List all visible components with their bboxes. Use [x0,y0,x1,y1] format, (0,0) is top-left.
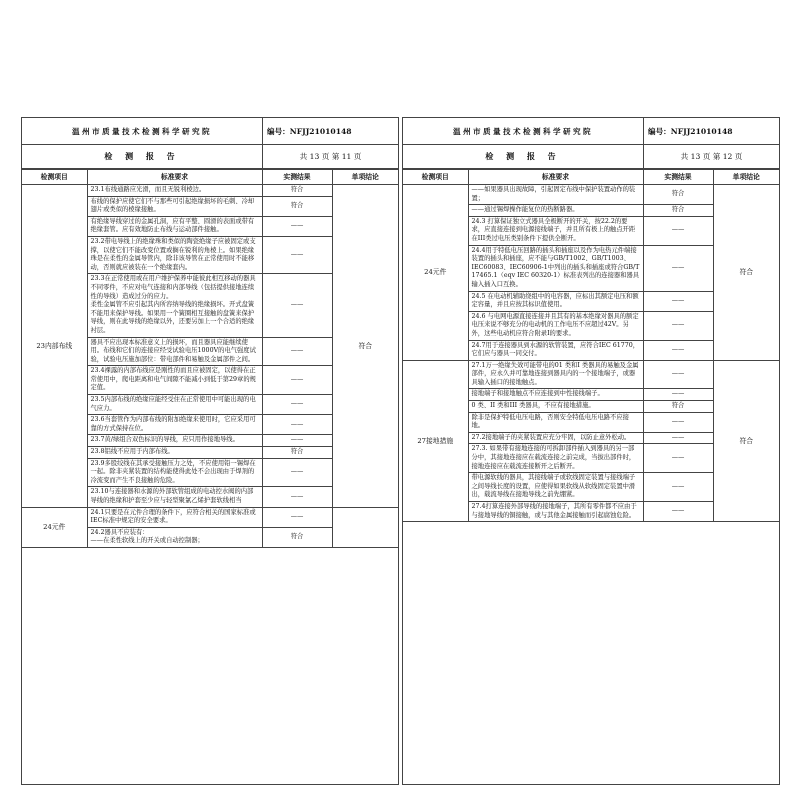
result-cell: —— [262,415,332,435]
requirement-cell: 布线的保护应使它们不与那些可引起绝缘损坏的毛刺、冷却翅片或类似的棱缘接触。 [87,196,262,216]
result-cell: —— [262,366,332,395]
requirement-cell: 23.4裸露的内部布线应是刚性的而且应被固定，以使得在正常使用中，爬电距离和电气间隙不能减小到低于第29章的规定值。 [87,366,262,395]
conclusion-cell: 符合 [713,360,779,522]
result-cell: —— [262,507,332,527]
requirement-cell: 23.7黄/绿组合双色标识的导线，应只用作接地导线。 [87,435,262,447]
result-cell: 符合 [262,196,332,216]
doc-title: 检 测 报 告 [22,145,263,168]
result-cell: —— [262,337,332,366]
col-requirement-header: 标准要求 [87,170,262,185]
result-cell: —— [643,245,713,291]
conclusion-cell: 符合 [332,185,398,508]
table-row [403,185,779,205]
col-conclusion-header: 单项结论 [713,170,779,185]
col-item-header: 检测项目 [403,170,468,185]
result-cell: 符合 [262,447,332,459]
col-item-header: 检测项目 [22,170,87,185]
result-cell: —— [643,291,713,311]
page-counter: 共 13 页 第 11 页 [299,152,362,161]
requirement-cell: 23.8铝线不应用于内部布线。 [87,447,262,459]
report-header [22,118,398,145]
result-cell: —— [262,216,332,236]
report-number: 编号：NFJJ21010148 [267,126,352,136]
requirement-cell: 接地端子和接地触点不应连接到中性接线端子。 [468,389,643,401]
requirement-cell: 24.2器具不应装有： ——在柔性软线上的开关或自动控制器； [87,527,262,547]
result-cell: —— [643,216,713,245]
doc-title: 检 测 报 告 [403,145,644,168]
org-name: 温州市质量技术检测科学研究院 [22,118,263,144]
requirement-cell: 24.1只要是在元件合理的条件下，应符合相关的国家标准或IEC标准中规定的安全要求。 [87,507,262,527]
report-subheader [22,145,398,169]
table-row [403,360,779,389]
col-result-header: 实测结果 [262,170,332,185]
requirement-cell: 24.6 与电网电源直接连接并且其有的基本绝缘对器具的额定电压来说不够充分的电动机的工作电压不应超过42V。另外，这些电动机应符合附录I的要求。 [468,311,643,340]
requirement-cell: 27.4打算连接外部导线的接地端子，其所有零件都不应由于与接地导线的铜接触，或与其他金属接触而引起腐蚀危险。 [468,502,643,522]
table-header-row [22,170,398,185]
table-row [22,185,398,197]
result-cell: 符合 [643,185,713,205]
result-cell: —— [643,360,713,389]
requirement-cell: 带电源软线的器具，其接线端子或软线固定装置与接线端子之间导线长度的设置，应使得如果软线从软线固定装置中滑出，载流导线在接地导线之前先绷紧。 [468,473,643,502]
requirement-cell: 24.7用于连接器具到水源的软管装置，应符合IEC 61770，它们应与器具一同交付。 [468,340,643,360]
requirement-cell: 27.1万一绝缘失效可能带电的01 类和I 类器具的易触及金属部件，应永久并可靠地连接到器具内的一个接地端子，或器具输入插口的接地触点。 [468,360,643,389]
requirement-cell: 27.3. 如果带有接地连接的可拆卸部件插入到器具的另一部分中，其接地连接应在载流连接之前完成，当拔出部件时，接地连接应在载流连接断开之后断开。 [468,444,643,473]
requirement-cell: 有绝缘导线穿过的金属孔洞，应有平整、圆滑的表面或带有绝缘套管。应有效地防止布线与运动部件接触。 [87,216,262,236]
requirement-cell: 器具不应出现本标准意义上的损坏，而且器具应能继续使用。布线和它们的连接应经受试验电压1000V的电气强度试验，试验电压施加部位：带电部件和易触及金属部件之间。 [87,337,262,366]
item-cell: 24元件 [403,185,468,361]
result-cell: 符合 [643,401,713,413]
requirement-cell: 27.2接地端子的夹紧装置应充分牢固，以防止意外松动。 [468,432,643,444]
result-cell: —— [643,502,713,522]
result-cell: —— [262,395,332,415]
requirement-cell: 24.4用于特低电压回路的插头和插座以及作为电热元件端接装置的插头和插座，应不能与GB/T1002、GB/T1003、IEC60083、IEC60906-1中列出的插头和插座或符合GB/T 17465.1（eqv IEC 60320-1）标准表列出的连接器和器具输入插入口互换。 [468,245,643,291]
result-cell: —— [262,274,332,337]
col-result-header: 实测结果 [643,170,713,185]
result-cell: —— [262,435,332,447]
result-cell: —— [262,236,332,273]
requirement-cell: 23.5内部布线的绝缘应能经受住在正常使用中可能出现的电气应力。 [87,395,262,415]
requirement-cell: 24.3 打算保证独立式器具全极断开的开关，按22.2的要求，应直接连接到电源接线端子，并且所有极上的触点开距在III类过电压类别条件下提供全断开。 [468,216,643,245]
requirement-cell: 24.5 在电动机辅助绕组中的电容器，应标出其额定电压和额定容量，并且应按其标识值使用。 [468,291,643,311]
result-cell: —— [643,473,713,502]
requirement-cell: ——如果器具出现故障，引起固定布线中保护装置动作的装置； [468,185,643,205]
requirement-cell: 23.2带电导线上的绝缘珠和类似的陶瓷绝缘子应被固定或支撑，以使它们不能改变位置或搁在锐利的角棱上。如果绝缘珠是在柔性的金属导管内，除非该导管在正常使用时不能移动，否则就应被装在一个绝缘套内。 [87,236,262,273]
result-cell: —— [643,432,713,444]
requirement-cell: ——通过锡焊操作能复位的热断路器。 [468,205,643,217]
report-number: 编号：NFJJ21010148 [648,126,733,136]
item-cell: 24元件 [22,507,87,547]
inspection-table [22,169,398,548]
requirement-cell: 23.3在正常使用或在用户维护保养中能彼此相互移动的器具不同零件，不应对电气连接和内部导线（包括提供接地连续性的导线）造成过分的应力。 柔性金属管不应引起其内所容纳导线的绝缘损坏。开式盘簧不能用来保护导线。如果用一个簧圈相互接触的盘簧来保护导线，则在此导线的绝缘以外，还要另加上一个合适的绝缘衬层。 [87,274,262,337]
col-requirement-header: 标准要求 [468,170,643,185]
inspection-table [403,169,779,522]
item-cell: 23内部布线 [22,185,87,508]
report-header [403,118,779,145]
result-cell: 符合 [643,205,713,217]
col-conclusion-header: 单项结论 [332,170,398,185]
requirement-cell: 23.6当套管作为内部布线的附加绝缘来使用时，它应采用可靠的方式保持在位。 [87,415,262,435]
table-row [22,507,398,527]
result-cell: —— [262,487,332,507]
table-header-row [403,170,779,185]
requirement-cell: 23.1布线通路应光滑，而且无锐利棱边。 [87,185,262,197]
result-cell: 符合 [262,527,332,547]
org-name: 温州市质量技术检测科学研究院 [403,118,644,144]
result-cell: —— [643,412,713,432]
requirement-cell: 23.9多股绞线在其承受接触压力之处，不应使用铅一锡焊在一起。除非夹紧装置的结构能使得此处不会出现由于焊剂的冷流变而产生不良接触的危险。 [87,458,262,487]
result-cell: —— [643,311,713,340]
requirement-cell: 23.10与连接器和水源的外部软管组成的电动控水阀的内部导线的绝缘和护套至少应与轻型聚氯乙烯护套软线相当 [87,487,262,507]
requirement-cell: 除非是保护特低电压电路，否则安全特低电压电路不应接地。 [468,412,643,432]
result-cell: —— [643,340,713,360]
page-counter: 共 13 页 第 12 页 [680,152,743,161]
result-cell: 符合 [262,185,332,197]
report-subheader [403,145,779,169]
result-cell: —— [262,458,332,487]
requirement-cell: 0 类、II 类和III 类器具，不应有接地措施。 [468,401,643,413]
conclusion-cell: 符合 [713,185,779,361]
report-page-right [402,117,780,785]
result-cell: —— [643,389,713,401]
item-cell: 27接地措施 [403,360,468,522]
result-cell: —— [643,444,713,473]
report-page-left [21,117,399,785]
conclusion-cell [332,507,398,547]
